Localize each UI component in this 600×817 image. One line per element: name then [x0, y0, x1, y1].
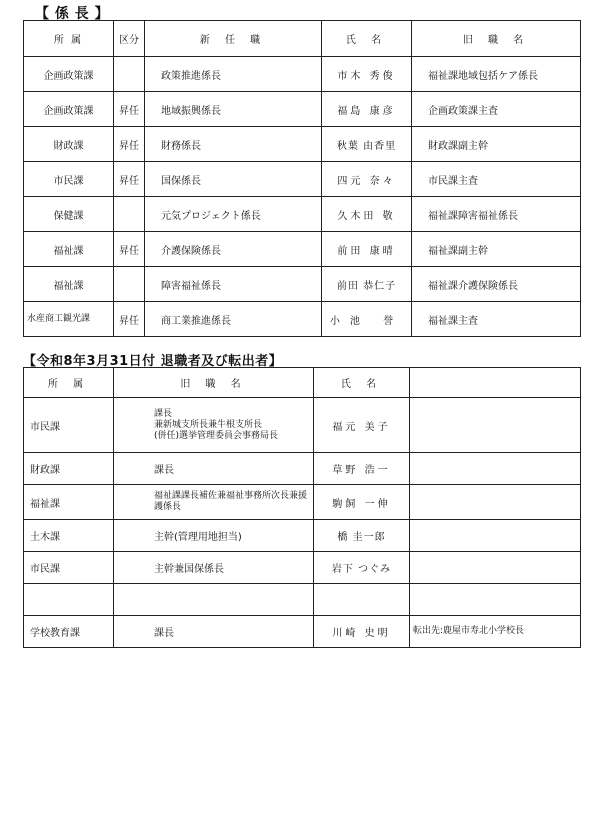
table-row: [24, 127, 581, 162]
cell-note: [410, 453, 581, 485]
cell-note: [410, 584, 581, 616]
table-row: [24, 57, 581, 92]
cell-dept: 企画政策課: [24, 92, 114, 127]
cell-note: [410, 398, 581, 453]
cell-new-post: 地域振興係長: [145, 92, 322, 127]
cell-kubun: 昇任: [114, 127, 145, 162]
cell-old-post: 福祉課課長補佐兼福祉事務所次長兼援護係長: [114, 485, 314, 520]
cell-kubun: 昇任: [114, 92, 145, 127]
cell-note: [410, 485, 581, 520]
cell-old-post: 福祉課介護保険係長: [412, 267, 581, 302]
cell-old-post: 課長: [114, 453, 314, 485]
cell-new-post: 介護保険係長: [145, 232, 322, 267]
table-row: [24, 197, 581, 232]
cell-old-post: 財政課副主幹: [412, 127, 581, 162]
column-header-name: 氏 名: [322, 21, 412, 57]
cell-kubun: 昇任: [114, 302, 145, 337]
cell-dept: 財政課: [24, 127, 114, 162]
cell-name: 草野 浩一: [314, 453, 410, 485]
cell-note: 転出先:鹿屋市寿北小学校長: [410, 616, 581, 648]
table-row: [24, 162, 581, 197]
cell-name: 橋 圭一郎: [314, 520, 410, 552]
cell-name: [314, 584, 410, 616]
cell-kubun: 昇任: [114, 232, 145, 267]
cell-old-post: 福祉課主査: [412, 302, 581, 337]
cell-old-post: 主幹兼国保係長: [114, 552, 314, 584]
cell-kubun: 昇任: [114, 162, 145, 197]
column-header-note: [410, 368, 581, 398]
cell-dept: 市民課: [24, 398, 114, 453]
cell-name: 四元 奈々: [322, 162, 412, 197]
table-row: [24, 520, 581, 552]
cell-name: 久木田 敬: [322, 197, 412, 232]
table-header-row: [24, 368, 581, 398]
cell-old-post: 福祉課副主幹: [412, 232, 581, 267]
cell-kubun: [114, 197, 145, 232]
cell-name: 福島 康彦: [322, 92, 412, 127]
column-header-dept: 所 属: [24, 21, 114, 57]
cell-note: [410, 552, 581, 584]
cell-old-post: 企画政策課主査: [412, 92, 581, 127]
cell-name: 前田 恭仁子: [322, 267, 412, 302]
column-header-old-post: 旧 職 名: [114, 368, 314, 398]
table-row: [24, 92, 581, 127]
column-header-dept: 所 属: [24, 368, 114, 398]
cell-new-post: 国保係長: [145, 162, 322, 197]
cell-old-post: 課長 兼新城支所長兼牛根支所長 (併任)選挙管理委員会事務局長: [114, 398, 314, 453]
cell-new-post: 財務係長: [145, 127, 322, 162]
column-header-name: 氏 名: [314, 368, 410, 398]
cell-name: 岩下 つぐみ: [314, 552, 410, 584]
cell-new-post: 元気プロジェクト係長: [145, 197, 322, 232]
cell-name: 川崎 史明: [314, 616, 410, 648]
cell-name: 秋葉 由香里: [322, 127, 412, 162]
table-row: [24, 453, 581, 485]
cell-old-post: 福祉課障害福祉係長: [412, 197, 581, 232]
column-header-old-post: 旧 職 名: [412, 21, 581, 57]
table-header-row: [24, 21, 581, 57]
cell-old-post: [114, 584, 314, 616]
promotion-table: [23, 20, 581, 337]
table-row: [24, 267, 581, 302]
section1-heading: 【 係 長 】: [35, 6, 110, 22]
cell-dept: 水産商工観光課: [24, 302, 114, 337]
cell-new-post: 政策推進係長: [145, 57, 322, 92]
cell-dept: 市民課: [24, 552, 114, 584]
cell-old-post: 福祉課地域包括ケア係長: [412, 57, 581, 92]
cell-name: 福元 美子: [314, 398, 410, 453]
table-row: [24, 584, 581, 616]
table-row: [24, 232, 581, 267]
table-row: [24, 485, 581, 520]
cell-dept: 市民課: [24, 162, 114, 197]
table-row: [24, 552, 581, 584]
cell-dept: 企画政策課: [24, 57, 114, 92]
cell-name: 市木 秀俊: [322, 57, 412, 92]
retirement-table: [23, 367, 581, 648]
cell-kubun: [114, 267, 145, 302]
cell-dept: 福祉課: [24, 485, 114, 520]
section2-heading: 【令和8年3月31日付 退職者及び転出者】: [23, 354, 283, 369]
column-header-kubun: 区分: [114, 21, 145, 57]
table-row: [24, 616, 581, 648]
cell-dept: 土木課: [24, 520, 114, 552]
cell-dept: 学校教育課: [24, 616, 114, 648]
cell-new-post: 商工業推進係長: [145, 302, 322, 337]
cell-old-post: 市民課主査: [412, 162, 581, 197]
cell-new-post: 障害福祉係長: [145, 267, 322, 302]
cell-note: [410, 520, 581, 552]
cell-dept: 福祉課: [24, 232, 114, 267]
cell-old-post: 課長: [114, 616, 314, 648]
cell-dept: [24, 584, 114, 616]
cell-kubun: [114, 57, 145, 92]
cell-old-post: 主幹(管理用地担当): [114, 520, 314, 552]
table-row: [24, 302, 581, 337]
cell-name: 前田 康晴: [322, 232, 412, 267]
table-row: [24, 398, 581, 453]
cell-dept: 福祉課: [24, 267, 114, 302]
cell-dept: 財政課: [24, 453, 114, 485]
cell-dept: 保健課: [24, 197, 114, 232]
cell-name: 小池 誉: [322, 302, 412, 337]
column-header-new-post: 新 任 職: [145, 21, 322, 57]
cell-name: 駒飼 一伸: [314, 485, 410, 520]
